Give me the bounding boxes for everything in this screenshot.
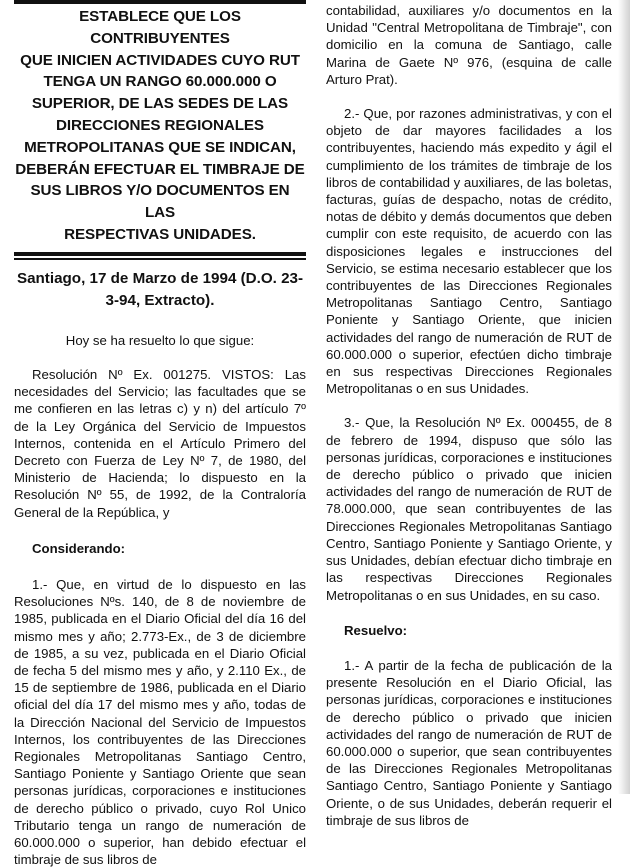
title-line: DIRECCIONES REGIONALES — [56, 116, 264, 134]
left-column — [14, 0, 306, 868]
considerando-1-paragraph: 1.- Que, en virtud de lo dispuesto en las Resoluciones Nºs. 140, de 8 de noviembre de 1985, publicada en el Diario Oficial del día 16 del mismo mes y año; 2.773-Ex., de 3 de diciembre de 1985, a su vez, publicada en el Diario Oficial de fecha 5 del mismo mes y año, y 2.110 Ex., de 15 de septiembre de 1986, publicada en el Diario oficial del día 17 del mismo mes y año, todas de la Dirección Nacional del Servicio de Impuestos Internos, los contribuyentes de las Direcciones Regionales Metropolitanas Santiago Centro, Santiago Poniente y Santiago Oriente que sean personas jurídicas, corporaciones e instituciones de derecho público o privado, cuyo Rol Unico Tributario tenga un rango de numeración de 60.000.000 o superior, han debido efectuar el timbraje de sus libros de — [14, 577, 306, 868]
considerando-3-paragraph: 3.- Que, la Resolución Nº Ex. 000455, de 8 de febrero de 1994, dispuso que sólo las personas jurídicas, corporaciones e instituciones de derecho público o privado que inicien actividades del rango de numeración de RUT de 78.000.000, que sean contribuyentes de las Direcciones Regionales Metropolitanas Santiago Centro, Santiago Poniente y Santiago Oriente, y sus Unidades, debían efectuar dicho timbraje en las respectivas Direcciones Regionales Metropolitanas o en sus Unidades, en su caso. — [326, 415, 612, 603]
title-line: QUE INICIEN ACTIVIDADES CUYO RUT — [20, 51, 300, 69]
document-date-subtitle: Santiago, 17 de Marzo de 1994 (D.O. 23-3-94, Extracto). — [16, 269, 304, 309]
title-line: SUS LIBROS Y/O DOCUMENTOS EN LAS — [30, 182, 290, 222]
right-column — [326, 0, 612, 829]
continuation-paragraph: contabilidad, auxiliares y/o documentos en la Unidad "Central Metropolitana de Timbraje", con domicilio en la comuna de Santiago, calle Marina de Gaete Nº 976, (esquina de calle Arturo Prat). — [326, 3, 612, 87]
intro-text: Hoy se ha resuelto lo que sigue: — [65, 332, 255, 348]
title-line: ESTABLECE QUE LOS CONTRIBUYENTES — [79, 8, 241, 47]
title-line: RESPECTIVAS UNIDADES. — [64, 225, 256, 243]
title-line: METROPOLITANAS QUE SE INDICAN, — [24, 138, 296, 156]
resuelvo-heading: Resuelvo: — [344, 622, 408, 638]
page-edge-shadow — [618, 0, 630, 794]
title-line: TENGA UN RANGO 60.000.000 O — [43, 73, 277, 91]
title-line: SUPERIOR, DE LAS SEDES DE LAS — [31, 95, 289, 113]
title-line: DEBERÁN EFECTUAR EL TIMBRAJE DE — [15, 160, 305, 178]
title-box — [14, 4, 306, 252]
considerando-2-paragraph: 2.- Que, por razones administrativas, y con el objeto de dar mayores facilidades a los contribuyentes, haciendo más expedito y ágil el cumplimiento de los trámites de timbraje de los libros de contabilidad y auxiliares, de las boletas, facturas, guías de despacho, notas de crédito, notas de débito y demás documentos que deben cumplir con este requisito, de acuerdo con las disposiciones legales e instrucciones del Servicio, se estima necesario establecer que los contribuyentes de las Direcciones Regionales Metropolitanas Santiago Centro, Santiago Poniente y Santiago Oriente, que inicien actividades del rango de numeración de RUT de 60.000.000 o superior, efectúen dicho timbraje en sus respectivas Direcciones Regionales Metropolitanas o en sus Unidades. — [326, 106, 612, 397]
resolution-paragraph: Resolución Nº Ex. 001275. VISTOS: Las necesidades del Servicio; las facultades que se me confieren en las letras c) y n) del artículo 7º de la Ley Orgánica del Servicio de Impuestos Internos, contenida en el Artículo Primero del Decreto con Fuerza de Ley Nº 7, de 1980, del Ministerio de Hacienda; lo dispuesto en la Resolución Nº 55, de 1992, de la Contraloría General de la República, y — [14, 366, 306, 520]
title-double-rule — [14, 258, 306, 260]
considerando-heading: Considerando: — [32, 540, 126, 556]
resuelvo-1-paragraph: 1.- A partir de la fecha de publicación de la presente Resolución en el Diario Oficial, las personas jurídicas, corporaciones e instituciones de derecho público o privado que inicien actividades del rango de numeración de RUT de 60.000.000 o superior, que sean contribuyentes de las Direcciones Regionales Metropolitanas Santiago Centro, Santiago Poniente y Santiago Oriente, o de sus Unidades, deberán requerir el timbraje de sus libros de — [326, 657, 612, 828]
